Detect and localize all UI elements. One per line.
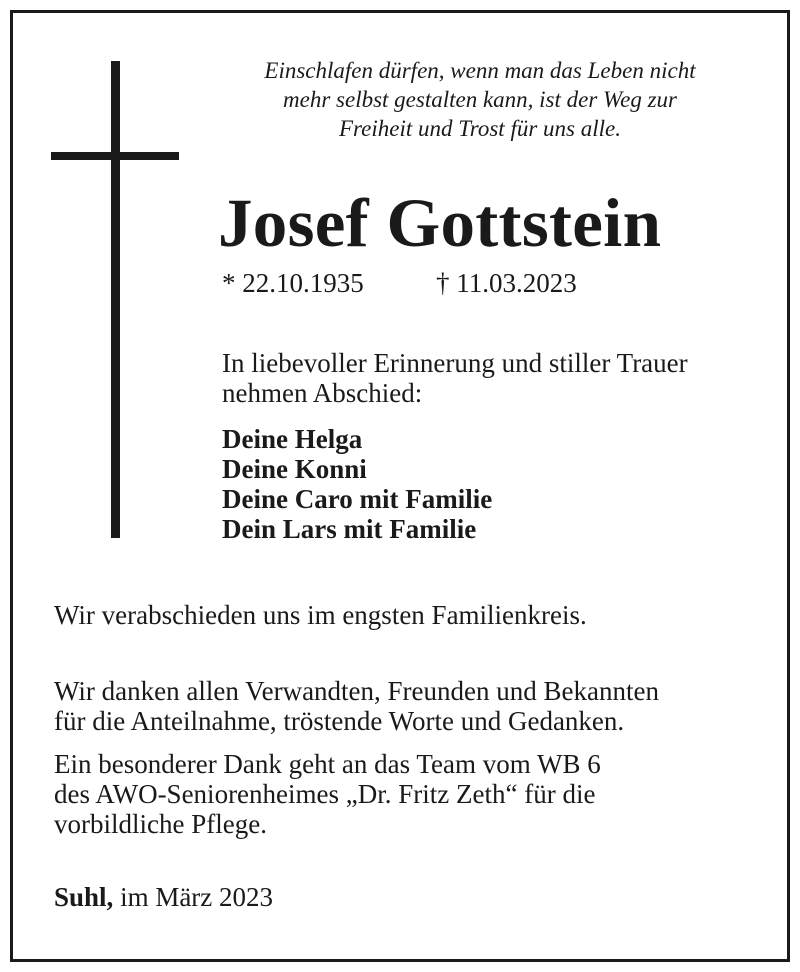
mourner: Deine Konni xyxy=(222,454,367,484)
death-date: † 11.03.2023 xyxy=(436,268,577,298)
signature-place: Suhl, xyxy=(54,882,114,912)
motto-quote xyxy=(220,56,740,143)
mourning-intro xyxy=(222,348,688,408)
motto-line: Einschlafen dürfen, wenn man das Leben nicht xyxy=(264,58,696,83)
paragraph-line: vorbildliche Pflege. xyxy=(54,809,267,839)
intro-line: nehmen Abschied: xyxy=(222,378,423,408)
mourner: Deine Helga xyxy=(222,424,363,454)
mourners-list xyxy=(222,424,492,544)
thanks-paragraph xyxy=(54,676,659,736)
cross-icon-vertical-bar xyxy=(111,61,120,538)
special-thanks-paragraph xyxy=(54,749,601,839)
paragraph-line: Wir verabschieden uns im engsten Familienkreis. xyxy=(54,600,587,630)
motto-line: Freiheit und Trost für uns alle. xyxy=(339,116,621,141)
intro-line: In liebevoller Erinnerung und stiller Trauer xyxy=(222,348,688,378)
farewell-paragraph xyxy=(54,600,587,630)
signature-date: im März 2023 xyxy=(113,882,274,912)
mourner: Dein Lars mit Familie xyxy=(222,514,477,544)
paragraph-line: des AWO-Seniorenheimes „Dr. Fritz Zeth“ für die xyxy=(54,779,596,809)
cross-icon-horizontal-bar xyxy=(51,152,179,160)
motto-line: mehr selbst gestalten kann, ist der Weg zur xyxy=(283,87,677,112)
paragraph-line: Ein besonderer Dank geht an das Team vom WB 6 xyxy=(54,749,601,779)
deceased-name: Josef Gottstein xyxy=(218,185,662,261)
paragraph-line: für die Anteilnahme, tröstende Worte und Gedanken. xyxy=(54,706,625,736)
birth-date: * 22.10.1935 xyxy=(222,268,364,298)
mourner: Deine Caro mit Familie xyxy=(222,484,493,514)
paragraph-line: Wir danken allen Verwandten, Freunden und Bekannten xyxy=(54,676,659,706)
signature xyxy=(54,882,273,912)
